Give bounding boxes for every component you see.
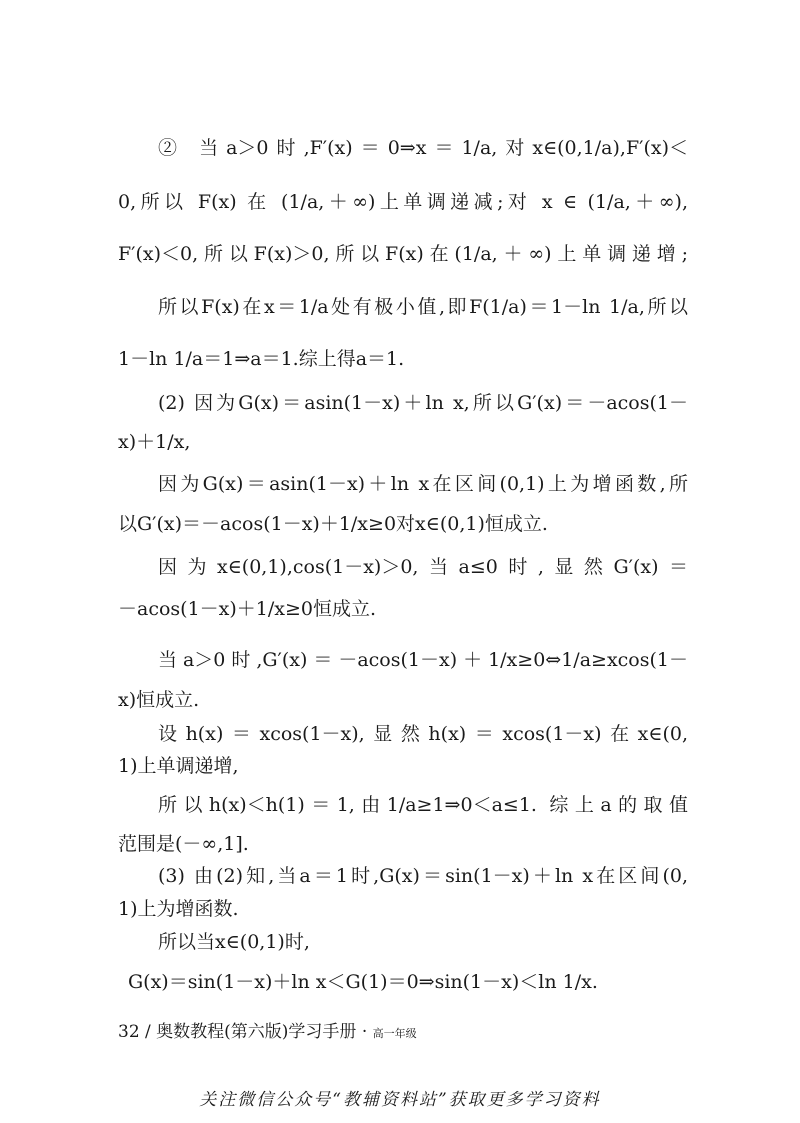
text-line: ② 当a＞0时,F′(x)＝0⇒x＝1/a,对x∈(0,1/a),F′(x)＜ [158,137,688,159]
text-line: 1)上为增函数. [118,898,239,920]
page-footer [118,1020,417,1046]
text-line: －acos(1－x)＋1/x≥0恒成立. [118,598,377,620]
page-number-title: 32 / 奥数教程(第六版)学习手册 · [118,1022,368,1042]
text-line: 设h(x)＝xcos(1－x),显然h(x)＝xcos(1－x)在x∈(0, [158,723,688,745]
text-line: 所以当x∈(0,1)时, [158,931,310,953]
text-line: F′(x)＜0,所以F(x)＞0,所以F(x)在(1/a,＋∞)上单调递增; [118,243,688,265]
text-line: x)恒成立. [118,689,200,711]
text-line: 所以F(x)在x＝1/a处有极小值,即F(1/a)＝1－ln 1/a,所以 [158,296,688,318]
text-line: 因为x∈(0,1),cos(1－x)＞0,当a≤0时,显然G′(x)＝ [158,556,688,578]
text-line: (3) 由(2)知,当a＝1时,G(x)＝sin(1－x)＋ln x在区间(0, [158,865,688,887]
equation-line: G(x)＝sin(1－x)＋ln x＜G(1)＝0⇒sin(1－x)＜ln 1/x. [128,971,598,993]
text-line: 1－ln 1/a＝1⇒a＝1.综上得a＝1. [118,348,405,370]
text-line: 因为G(x)＝asin(1－x)＋ln x在区间(0,1)上为增函数,所 [158,473,688,495]
grade-label: 高一年级 [372,1027,417,1040]
watermark-text: 关注微信公众号“教辅资料站”获取更多学习资料 [199,1090,601,1110]
text-line: 以G′(x)＝－acos(1－x)＋1/x≥0对x∈(0,1)恒成立. [118,513,548,535]
text-line: 0,所以 F(x) 在 (1/a,＋∞)上单调递减;对 x ∈ (1/a,＋∞), [118,191,688,213]
text-line: 所以h(x)＜h(1)＝1,由1/a≥1⇒0＜a≤1. 综上a的取值 [158,794,688,816]
text-line: 当a＞0时,G′(x)＝－acos(1－x)＋1/x≥0⇔1/a≥xcos(1－ [158,649,688,671]
text-line: 范围是(－∞,1]. [118,833,249,855]
text-line: 1)上单调递增, [118,755,239,777]
text-line: x)＋1/x, [118,431,191,453]
text-line: (2) 因为G(x)＝asin(1－x)＋ln x,所以G′(x)＝－acos(1－ [158,392,688,414]
